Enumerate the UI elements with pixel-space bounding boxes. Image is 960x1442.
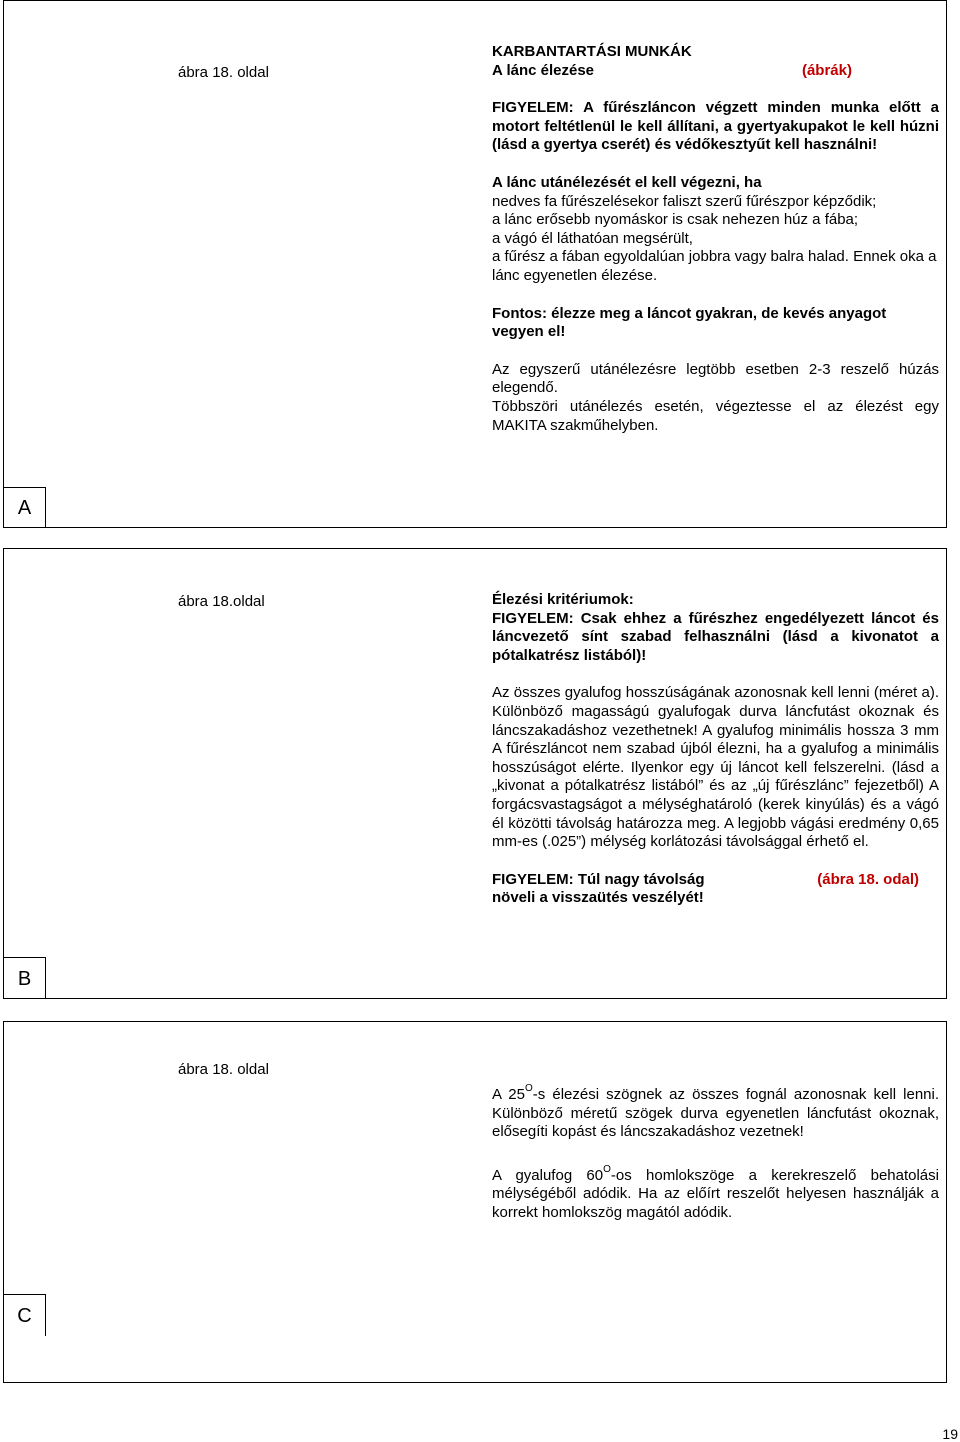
section-label-a: A	[4, 487, 46, 527]
condition-2: a lánc erősebb nyomáskor is csak nehezen húz a fába;	[492, 211, 859, 229]
angle-paragraph-1: A $25^O-s$ élezési szögnek az összes fognál azonosnak kell lenni. Különböző méretű szögek durva egyenetlen láncfutást okoznak, elősegíti kopást és láncszakadáshoz vezetnek!	[492, 1083, 940, 1141]
section-c-content	[492, 1080, 939, 1223]
final-warning-1: FIGYELEM: Túl nagy távolság	[492, 870, 705, 888]
criteria-heading: Élezési kritériumok:	[492, 591, 634, 608]
final-warning-2: növeli a visszaütés veszélyét!	[492, 889, 704, 907]
section-c-box	[3, 1021, 947, 1383]
resharpen-heading: A lánc utánélezését el kell végezni, ha	[492, 173, 762, 191]
final-warning-ref: (ábra 18. odal)	[817, 870, 919, 888]
section-a-content	[492, 43, 939, 435]
subtitle-ref: (ábrák)	[801, 61, 852, 79]
condition-4: a fűrész a fában egyoldalúan jobbra vagy balra halad. Ennek oka a lánc egyenetlen élezése.	[492, 248, 937, 284]
final-warning-row	[492, 871, 919, 890]
condition-1: nedves fa fűrészelésekor faliszt szerű fűrészpor képződik;	[492, 192, 877, 210]
simple-resharpen: Az egyszerű utánélezésre legtöbb esetben 2-3 reszelő húzás elegendő.	[492, 360, 939, 397]
figure-ref-a: ábra 18. oldal	[178, 64, 269, 81]
important-note: Fontos: élezze meg a láncot gyakran, de kevés anyagot vegyen el!	[492, 304, 887, 341]
page-number: 19	[942, 1426, 958, 1442]
warning-a: FIGYELEM: A fűrészláncon végzett minden munka előtt a motort feltétlenül le kell állítani, a gyertyakupakot le kell húzni (lásd a gyertya cserét) és védőkesztyűt kell használni!	[492, 99, 939, 154]
chapter-title: KARBANTARTÁSI MUNKÁK	[492, 43, 692, 60]
section-a-box	[3, 0, 947, 528]
condition-3: a vágó él láthatóan megsérült,	[492, 229, 693, 247]
warning-b: FIGYELEM: Csak ehhez a fűrészhez engedélyezett láncot és láncvezető sínt szabad felhasználni (lásd a kivonatot a pótalkatrész listából)!	[492, 609, 939, 664]
section-label-c: C	[4, 1294, 46, 1336]
repeated-resharpen: Többszöri utánélezés esetén, végeztesse el az élezést egy MAKITA szakműhelyben.	[492, 397, 939, 434]
subtitle-row	[492, 62, 852, 81]
subtitle: A lánc élezése	[492, 61, 595, 79]
figure-ref-b: ábra 18.oldal	[178, 593, 265, 610]
section-label-b: B	[4, 957, 46, 999]
figure-ref-c: ábra 18. oldal	[178, 1061, 269, 1078]
section-b-content	[492, 591, 939, 908]
section-b-box	[3, 548, 947, 999]
angle-paragraph-2: A gyalufog $60^O-os$ homlokszöge a kerekreszelő behatolási mélységéből adódik. Ha az előírt reszelőt helyesen használják a korrekt homlokszög magától adódik.	[492, 1163, 939, 1221]
criteria-body: Az összes gyalufog hosszúságának azonosnak kell lenni (méret a). Különböző magasságú gyalufogak durva láncfutást okoznak és láncszakadáshoz vezethetnek! A gyalufog minimális hossza 3 mm A fűrészláncot nem szabad újból élezni, ha a gyalufog a minimális hosszúságot elérte. Ilyenkor egy új láncot kell felszerelni. (lásd a „kivonat a pótalkatrész listából” és az „új fűrészlánc” fejezetből) A forgácsvastagságot a mélységhatároló (kerek kinyúlás) és a vágó él közötti távolság határozza meg. A legjobb vágási eredmény 0,65 mm-es (.025”) mélység korlátozási távolsággal érhető el.	[492, 684, 939, 851]
